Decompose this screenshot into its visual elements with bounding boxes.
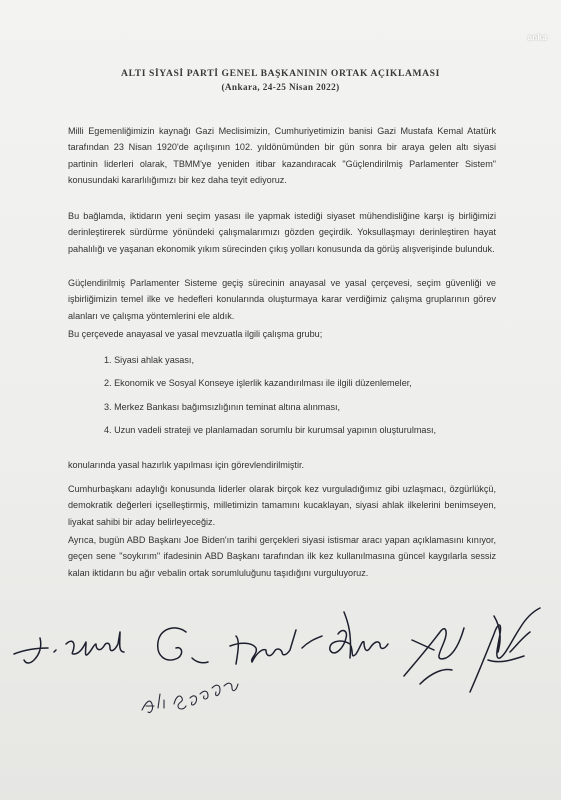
paragraph-1: Milli Egemenliğimizin kaynağı Gazi Meclisimizin, Cumhuriyetimizin banisi Gazi Mustafa Kemal Atatürk tarafından 23 Nisan 1920'de açılışının 102. yıldönümünden bir gün sonra bir araya gelen altı siyasi partinin liderleri olarak, TBMM'ye yeniden itibar kazandıracak "Güçlendirilmiş Parlamenter Sistem" konusundaki kararlılığımızı bir kez daha teyit ediyoruz. bbox=[68, 126, 496, 186]
list-item: 4. Uzun vadeli strateji ve planlamadan sorumlu bir kurumsal yapının oluşturulması, bbox=[104, 425, 437, 435]
document-subtitle: (Ankara, 24-25 Nisan 2022) bbox=[221, 82, 340, 92]
paragraph-2: Bu bağlamda, iktidarın yeni seçim yasası ile yapmak istediği siyaset mühendisliğine karşı iş birliğimizi derinleştirerek sürdürme yönündeki çalışmalarımızı gözden geçirdik. Yoksullaşmayı derinleştiren hayat pahalılığı ve yaşanan ekonomik yıkım sürecinden çıkış yolları konusunda da görüş alışverişinde bulunduk. bbox=[68, 211, 496, 254]
signature-caption-ali-babacan bbox=[142, 683, 238, 712]
signature-2 bbox=[158, 628, 208, 663]
list-item: 1. Siyasi ahlak yasası, bbox=[104, 355, 194, 365]
document-title: ALTI SİYASİ PARTİ GENEL BAŞKANININ ORTAK AÇIKLAMASI bbox=[121, 68, 440, 79]
signature-3 bbox=[230, 630, 322, 664]
paragraph-3: Güçlendirilmiş Parlamenter Sisteme geçiş sürecinin anayasal ve yasal çerçevesi, seçim güvenliği ve işbirliğimizin temel ilke ve hedefleri konularında oluşturmaya karar verdiğimiz çalışma gruplarının görev alanları ve çalışma yöntemlerini ele aldık. bbox=[68, 278, 496, 321]
paragraph-6: Cumhurbaşkanı adaylığı konusunda liderler olarak birçok kez vurguladığımız gibi uzlaşmacı, özgürlükçü, demokratik değerleri içselleştirmiş, milletimizin tamamını kucaklayan, siyasi ahlak ilkelerini benimseyen, liyakat sahibi bir aday belirleyeceğiz. bbox=[68, 484, 496, 527]
signature-4 bbox=[330, 612, 388, 658]
list-item: 2. Ekonomik ve Sosyal Konseye işlerlik kazandırılması ile ilgili düzenlemeler, bbox=[104, 378, 412, 388]
list-item: 3. Merkez Bankası bağımsızlığının teminat altına alınması, bbox=[104, 402, 341, 412]
paragraph-5: konularında yasal hazırlık yapılması için görevlendirilmiştir. bbox=[68, 460, 305, 470]
signatures-area bbox=[0, 588, 561, 728]
watermark-logo: anka bbox=[527, 33, 547, 42]
paragraph-7: Ayrıca, bugün ABD Başkanı Joe Biden'ın tarihi gerçekleri siyasi istismar aracı yapan açıklamasını kınıyor, geçen sene "soykırım" ifadesinin ABD Başkanı tarafından ilk kez kullanılmasına güncel kaygılarla sessiz kalan iktidarın bu ağır vebalin ortak sorumluluğunu taşıdığını vurguluyoruz. bbox=[68, 535, 496, 578]
signature-1 bbox=[14, 632, 124, 663]
paragraph-4: Bu çerçevede anayasal ve yasal mevzuatla ilgili çalışma grubu; bbox=[68, 329, 323, 339]
signature-6 bbox=[470, 608, 540, 692]
signature-5 bbox=[404, 628, 464, 684]
